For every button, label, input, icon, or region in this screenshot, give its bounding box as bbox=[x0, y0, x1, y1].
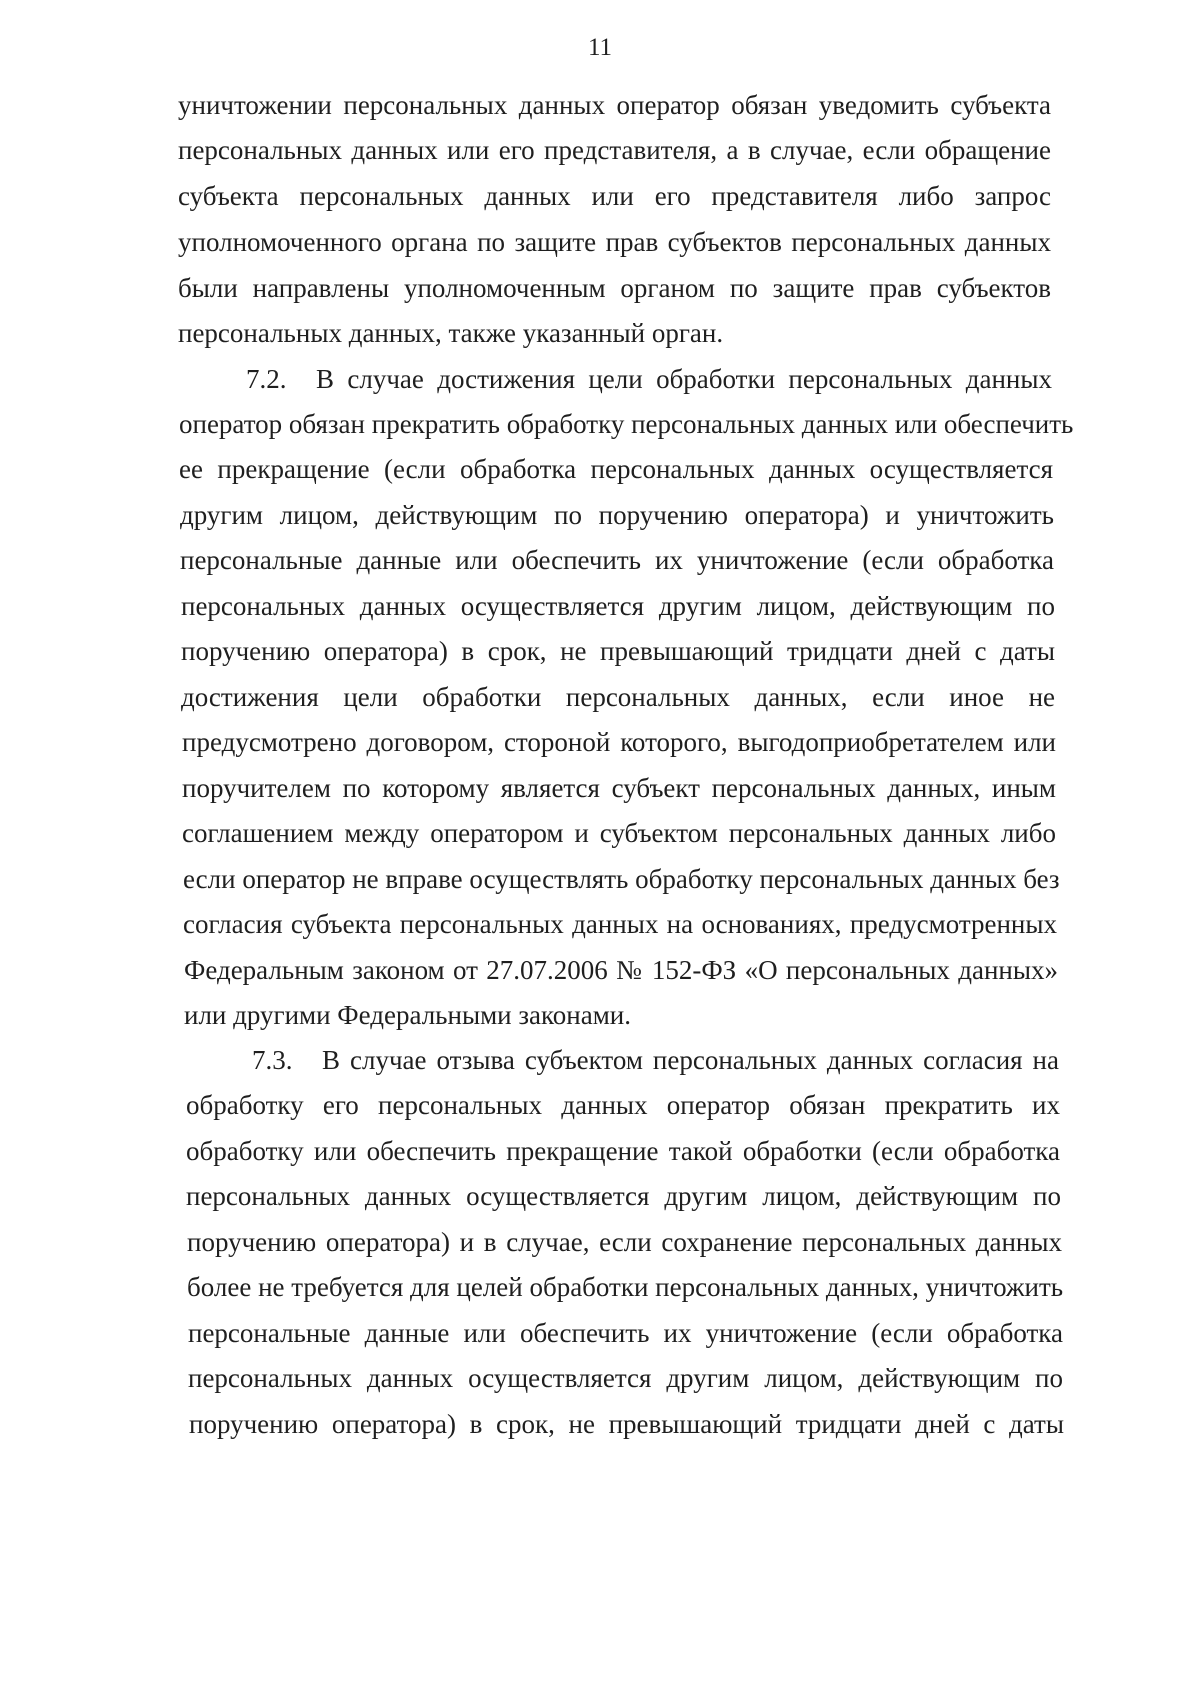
text-line: поручению оператора) в срок, не превышающий тридцати дней с даты bbox=[189, 1409, 1064, 1439]
text-line: персональных данных, также указанный орган. bbox=[178, 318, 724, 348]
text-line: согласия субъекта персональных данных на основаниях, предусмотренных bbox=[183, 909, 1057, 939]
text-line: поручению оператора) в срок, не превышающий тридцати дней с даты bbox=[181, 636, 1055, 666]
text-line: персональных данных или его представителя, а в случае, если обращение bbox=[178, 135, 1051, 165]
text-line: если оператор не вправе осуществлять обработку персональных данных без bbox=[183, 864, 1060, 894]
text-line: персональных данных осуществляется другим лицом, действующим по bbox=[186, 1181, 1061, 1211]
page-number: 11 bbox=[587, 34, 613, 61]
text-line: или другими Федеральными законами. bbox=[184, 1000, 631, 1030]
text-line: обработку его персональных данных оператор обязан прекратить их bbox=[186, 1090, 1060, 1120]
text-line: поручителем по которому является субъект персональных данных, иным bbox=[182, 773, 1056, 803]
text-line: другим лицом, действующим по поручению оператора) и уничтожить bbox=[180, 500, 1054, 530]
text-line: персональных данных осуществляется другим лицом, действующим по bbox=[181, 591, 1055, 621]
text-line bbox=[252, 1043, 1059, 1077]
text-line-rest: В случае достижения цели обработки персональных данных bbox=[316, 364, 1052, 394]
text-line: уполномоченного органа по защите прав субъектов персональных данных bbox=[178, 227, 1051, 257]
text-line: персональных данных осуществляется другим лицом, действующим по bbox=[188, 1363, 1063, 1393]
text-line bbox=[246, 362, 1052, 396]
text-line: оператор обязан прекратить обработку персональных данных или обеспечить bbox=[179, 409, 1074, 439]
text-line: более не требуется для целей обработки персональных данных, уничтожить bbox=[187, 1272, 1064, 1302]
text-line: уничтожении персональных данных оператор обязан уведомить субъекта bbox=[178, 90, 1051, 120]
text-line: предусмотрено договором, стороной которого, выгодоприобретателем или bbox=[182, 727, 1056, 757]
text-line: поручению оператора) и в случае, если сохранение персональных данных bbox=[187, 1227, 1062, 1257]
text-line: соглашением между оператором и субъектом персональных данных либо bbox=[182, 818, 1056, 848]
text-line: персональные данные или обеспечить их уничтожение (если обработка bbox=[188, 1318, 1063, 1348]
text-line-rest: В случае отзыва субъектом персональных данных согласия на bbox=[322, 1045, 1059, 1075]
text-line: обработку или обеспечить прекращение такой обработки (если обработка bbox=[186, 1136, 1060, 1166]
text-line: субъекта персональных данных или его представителя либо запрос bbox=[178, 181, 1051, 211]
text-line: достижения цели обработки персональных данных, если иное не bbox=[181, 682, 1055, 712]
text-line: были направлены уполномоченным органом по защите прав субъектов bbox=[178, 273, 1051, 303]
text-line: ее прекращение (если обработка персональных данных осуществляется bbox=[179, 454, 1053, 484]
paragraph-number: 7.2. bbox=[246, 364, 287, 394]
paragraph-number: 7.3. bbox=[252, 1045, 293, 1075]
text-line: Федеральным законом от 27.07.2006 № 152-ФЗ «О персональных данных» bbox=[184, 955, 1058, 985]
text-line: персональные данные или обеспечить их уничтожение (если обработка bbox=[180, 545, 1054, 575]
